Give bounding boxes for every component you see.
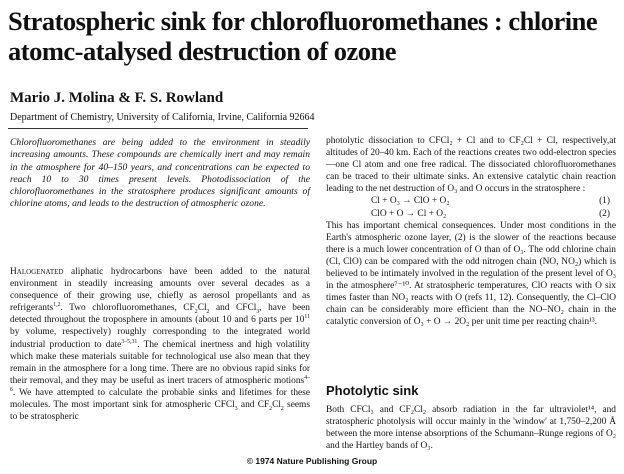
equation-number: (2) <box>599 208 610 219</box>
body-paragraph-2: photolytic dissociation to CFCl₂ + Cl and to CF₂Cl + Cl, respectively,at altitudes of 20–40 km. Each of the reactions creates two odd-electron species—one Cl atom and one free radical. The dissociated chlorofluoromethanes can be traced to their ultimate sinks. An extensive catalytic chain reaction leading to the net destruction of O₃ and O occurs in the stratosphere : <box>326 136 616 195</box>
body-text: Cl <box>197 303 207 314</box>
reference-mark: 3–5,31 <box>121 338 138 345</box>
subscript: 2 <box>280 405 284 412</box>
subscript: 2 <box>269 405 273 412</box>
abstract-divider <box>8 128 308 129</box>
equation-text: ClO + O → Cl + O₂ <box>371 208 447 219</box>
lead-word: Halogenated <box>10 267 64 277</box>
equation-2 <box>326 208 616 220</box>
subscript: 3 <box>234 405 238 412</box>
equation-text: Cl + O₃ → ClO + O₂ <box>371 196 450 207</box>
right-column <box>326 135 616 329</box>
reference-mark: 1,2 <box>53 302 61 309</box>
body-text: and CF <box>237 400 270 411</box>
abstract: Chlorofluoromethanes are being added to the environment in steadily increasing amounts. These compounds are chemically inert and may remain in the atmosphere for 40–150 years, and concentrations can be expected to reach 10 to 30 times present levels. Photodissociation of the chlorofluoromethanes in the stratosphere produces significant amounts of chlorine atoms, and leads to the destruction of atmospheric ozone. <box>10 137 310 210</box>
article-title: Stratospheric sink for chlorofluoromethanes : chlorine atomc-atalysed destruction of ozone <box>8 6 598 66</box>
equation-1 <box>326 195 616 207</box>
body-text: . We have attempted to calculate the probable sinks and lifetimes for these molecules. The most important sink for atmospheric CFCl <box>10 387 310 411</box>
body-text: , have been detected throughout the troposphere in amounts (about 10 and 6 parts per 10 <box>10 303 310 326</box>
section-heading: Photolytic sink <box>326 383 419 398</box>
copyright-footer: © 1974 Nature Publishing Group <box>246 456 378 466</box>
body-paragraph-1 <box>10 266 310 423</box>
author-affiliation: Department of Chemistry, University of California, Irvine, California 92664 <box>10 112 315 123</box>
body-text: seems to be stratospheric <box>10 400 310 423</box>
subscript: 2 <box>206 309 210 316</box>
body-text: by volume, respectively) roughly corresponding to the integrated world industrial production to date <box>10 327 310 350</box>
subscript: 2 <box>194 309 198 316</box>
body-paragraph-4: Both CFCl₃ and CF₂Cl₂ absorb radiation in the far ultraviolet¹⁴, and stratospheric photolysis will occur mainly in the 'window' at 1,750–2,200 Å between the more intense absorptions of the Schumann–Runge regions of O₂ and the Hartley bands of O₃. <box>326 405 616 452</box>
article-authors: Mario J. Molina & F. S. Rowland <box>10 90 224 106</box>
exponent: 11 <box>304 314 310 321</box>
body-text: aliphatic hydrocarbons have been added to the natural environment in steadily increasing amounts over several decades as a consequence of their growing use, chiefly as aerosol propellants and as refrigerants <box>10 267 310 314</box>
body-text: . Two chlorofluoromethanes, CF <box>60 303 195 314</box>
body-text: . The chemical inertness and high volatility which make these materials suitable for technological use also mean that they remain in the atmosphere for a long time. There are no obvious rapid sinks for their removal, and they may be useful as inert tracers of atmospheric motions <box>10 339 310 386</box>
subscript: 3 <box>256 309 260 316</box>
equation-number: (1) <box>599 196 610 207</box>
body-text: Cl <box>272 400 281 411</box>
body-paragraph-3: This has important chemical consequences. Under most conditions in the Earth's atmospheric ozone layer, (2) is the slower of the reactions because there is a much lower concentration of O than of O₃. The odd chlorine chain (Cl, ClO) can be compared with the odd nitrogen chain (NO, NO₂) which is believed to be intimately involved in the regulation of the present level of O₃ in the atmosphere⁷⁻¹⁰. At stratospheric temperatures, ClO reacts with O six times faster than NO₂ reacts with O (refs 11, 12). Consequently, the Cl–ClO chain can be considerably more efficient than the NO–NO₂ chain in the catalytic conversion of O₃ + O → 2O₂ per unit time per reacting chain¹³. <box>326 220 616 328</box>
body-text: and CFCl <box>209 303 257 314</box>
reference-mark: 4–6 <box>10 374 310 393</box>
